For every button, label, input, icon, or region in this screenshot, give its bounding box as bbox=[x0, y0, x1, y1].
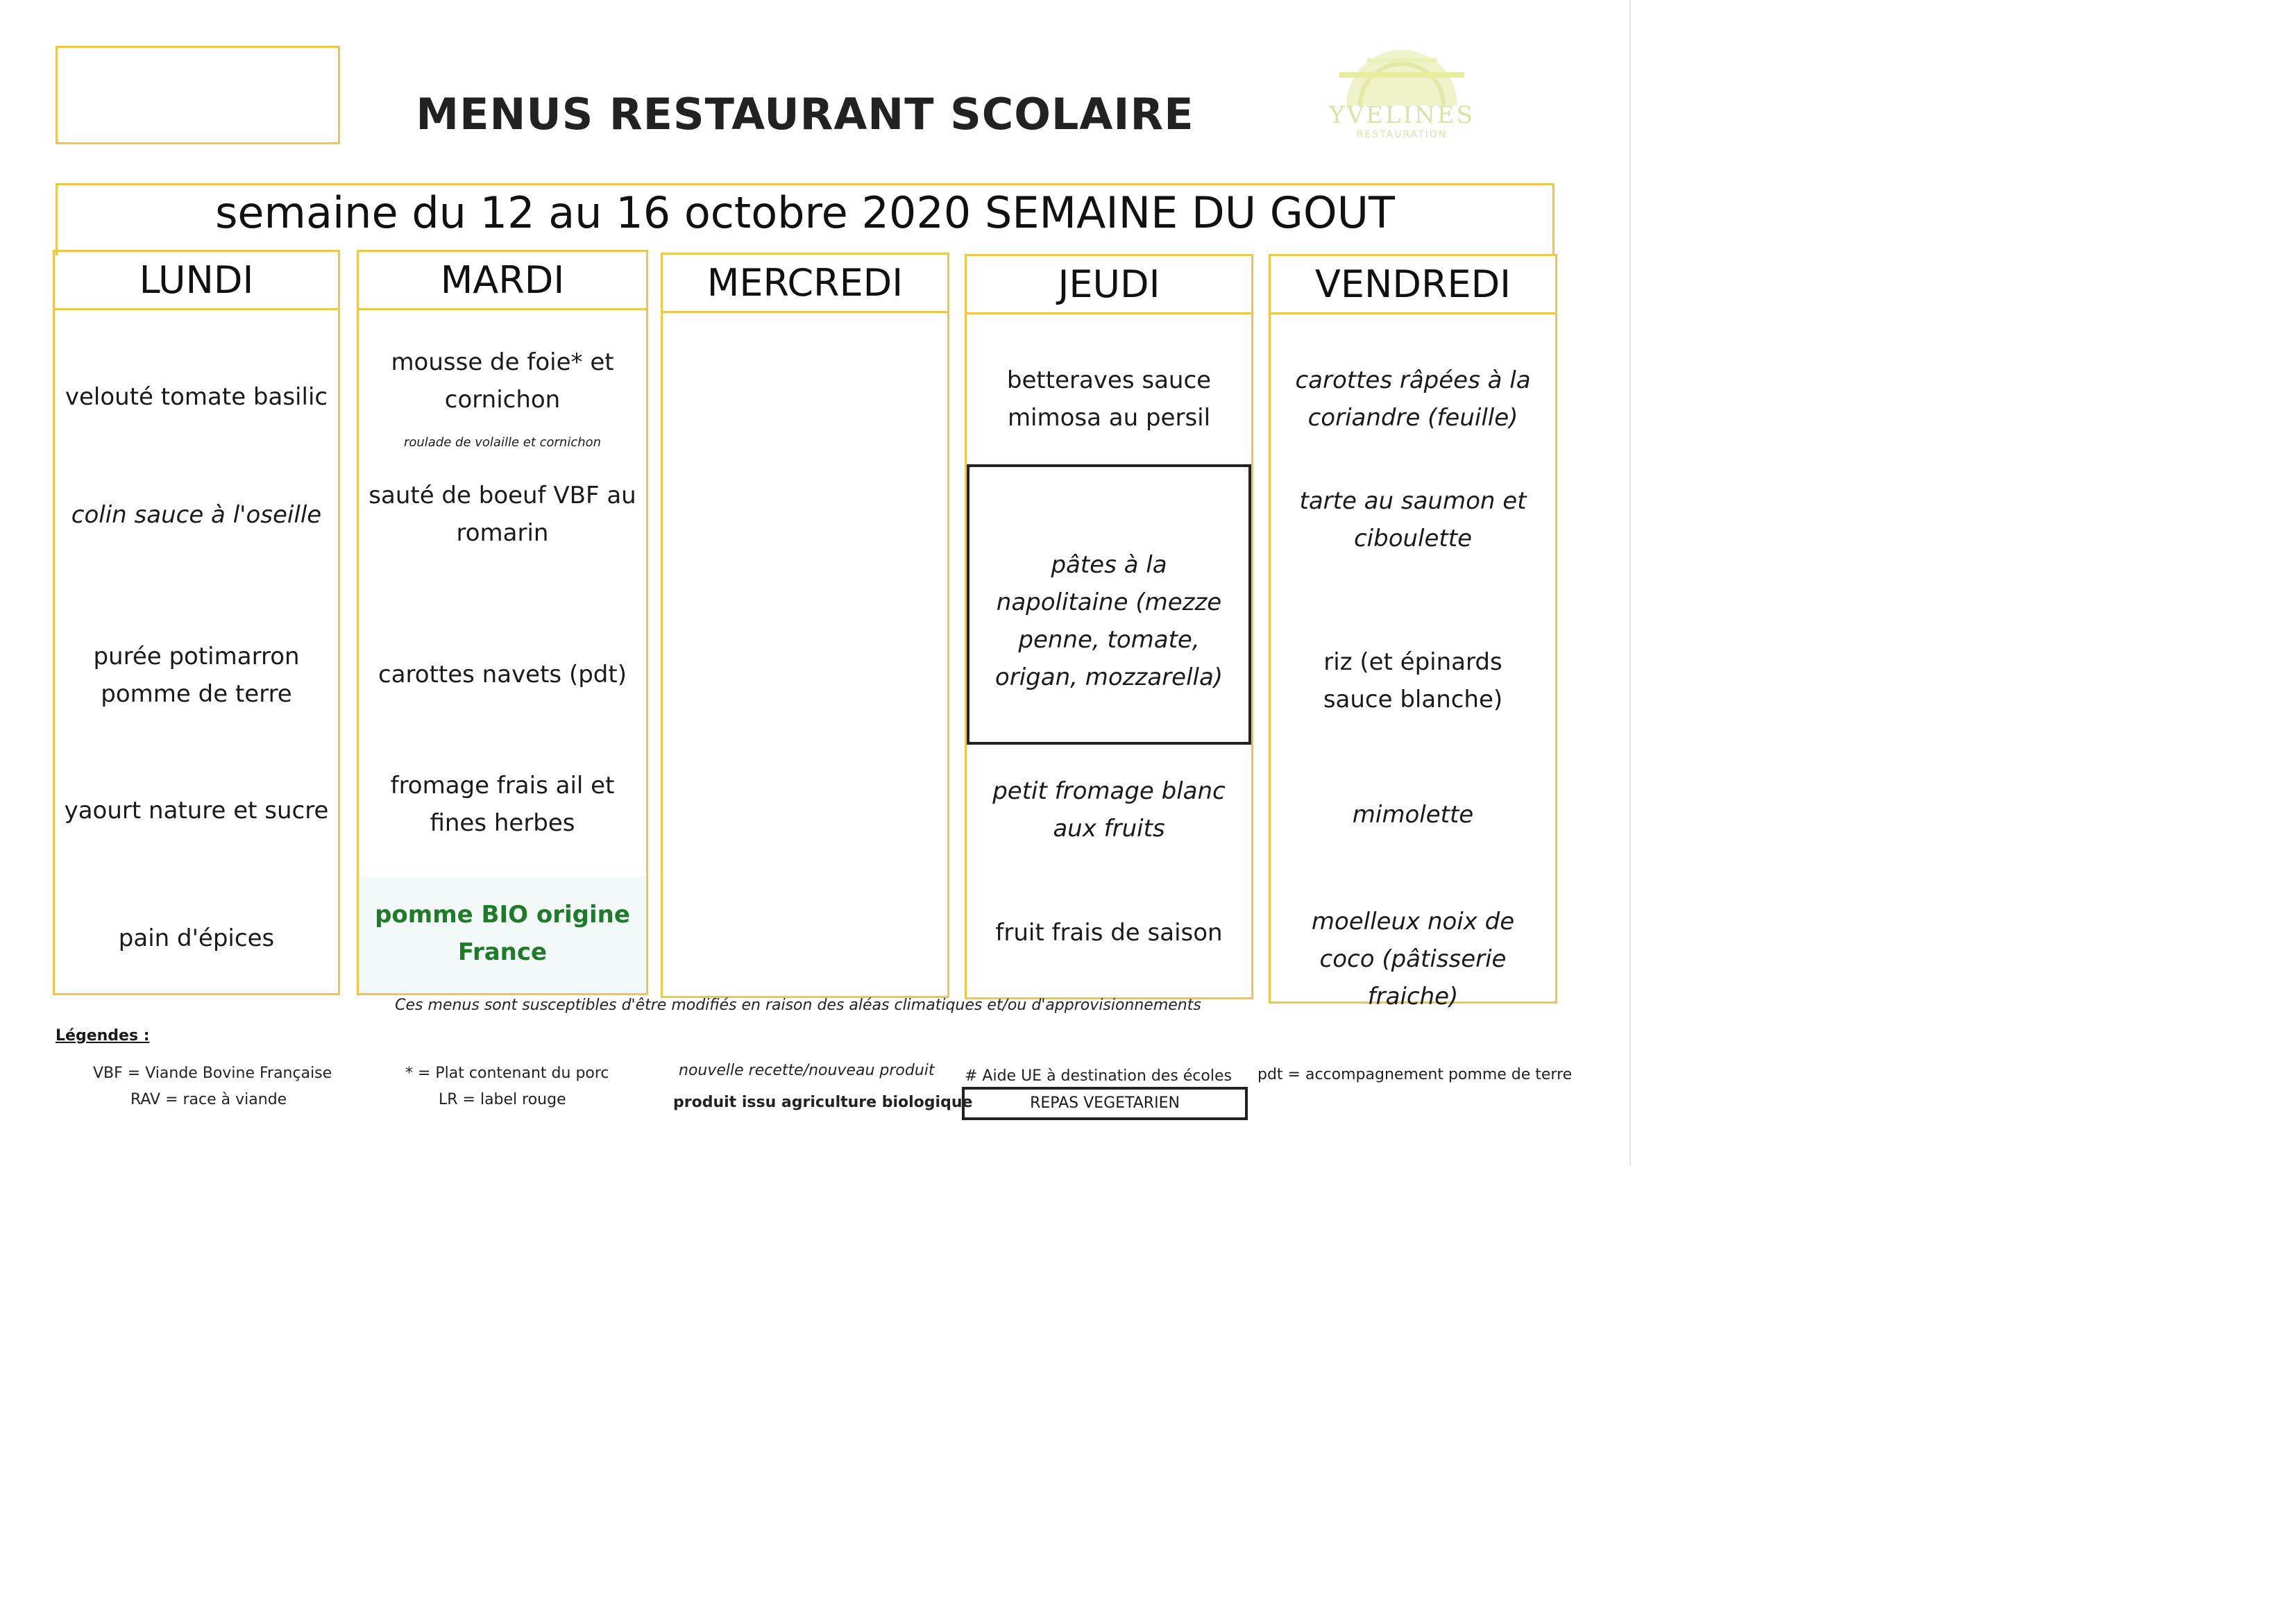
legend-porc: * = Plat contenant du porc bbox=[405, 1065, 609, 1082]
legend-rav: RAV = race à viande bbox=[130, 1091, 287, 1108]
sun-logo-icon bbox=[1319, 44, 1485, 107]
menu-item-alternative-note: roulade de volaille et cornichon bbox=[403, 435, 602, 450]
menu-item-side: purée potimarron pomme de terre bbox=[93, 643, 300, 708]
menu-item-dairy: fromage frais ail et fines herbes bbox=[390, 772, 615, 837]
day-header-vendredi: VENDREDI bbox=[1271, 256, 1555, 314]
legend-vegetarian: REPAS VEGETARIEN bbox=[962, 1087, 1248, 1120]
menu-item-dessert: fruit frais de saison bbox=[995, 919, 1223, 947]
legend-title: Légendes : bbox=[56, 1027, 150, 1044]
menu-item-dessert: moelleux noix de coco (pâtisserie fraiche) bbox=[1311, 908, 1515, 1010]
menu-item-side: carottes navets (pdt) bbox=[378, 661, 627, 688]
menu-item-dairy: petit fromage blanc aux fruits bbox=[992, 777, 1226, 843]
menu-item-dessert: pain d'épices bbox=[118, 924, 275, 952]
school-name-box bbox=[56, 46, 340, 144]
legend-label-rouge: LR = label rouge bbox=[439, 1091, 566, 1108]
day-header-jeudi: JEUDI bbox=[967, 256, 1251, 314]
legend-pdt: pdt = accompagnement pomme de terre bbox=[1257, 1066, 1573, 1083]
menu-item-main-vegetarian: pâtes à la napolitaine (mezze penne, tomate, origan, mozzarella) bbox=[994, 551, 1223, 691]
week-title: semaine du 12 au 16 octobre 2020 SEMAINE DU GOUT bbox=[215, 187, 1395, 238]
menu-item-dairy: mimolette bbox=[1352, 801, 1474, 829]
menu-item-starter: betteraves sauce mimosa au persil bbox=[1006, 366, 1212, 432]
page-edge-line bbox=[1629, 0, 1631, 1166]
day-header-mardi: MARDI bbox=[359, 252, 646, 310]
day-column-lundi bbox=[53, 250, 340, 995]
legend-new-recipe: nouvelle recette/nouveau produit bbox=[679, 1062, 935, 1079]
menu-item-main: sauté de boeuf VBF au romarin bbox=[369, 482, 636, 547]
day-header-lundi: LUNDI bbox=[55, 252, 338, 310]
menu-change-notice: Ces menus sont susceptibles d'être modifiés en raison des aléas climatiques et/ou d'approvisionnements bbox=[395, 997, 1201, 1014]
menu-item-main: colin sauce à l'oseille bbox=[71, 501, 322, 529]
menu-item-starter: carottes râpées à la coriandre (feuille) bbox=[1295, 366, 1531, 432]
day-column-mardi bbox=[357, 250, 648, 995]
day-header-mercredi: MERCREDI bbox=[663, 255, 947, 313]
legend-vbf: VBF = Viande Bovine Française bbox=[93, 1065, 332, 1082]
logo-text: YVELINES bbox=[1329, 101, 1475, 129]
logo-subtext: RESTAURATION bbox=[1356, 129, 1448, 140]
menu-item-side: riz (et épinards sauce blanche) bbox=[1323, 648, 1503, 713]
day-column-mercredi bbox=[661, 253, 949, 998]
legend-eu-aid: # Aide UE à destination des écoles bbox=[965, 1067, 1232, 1085]
menu-item-main: tarte au saumon et ciboulette bbox=[1299, 487, 1527, 552]
legend-organic: produit issu agriculture biologique bbox=[673, 1094, 973, 1111]
day-column-jeudi bbox=[965, 254, 1253, 999]
menu-item-starter: velouté tomate basilic bbox=[65, 383, 328, 411]
yvelines-logo bbox=[1319, 44, 1485, 149]
menu-item-starter: mousse de foie* et cornichon bbox=[391, 348, 614, 414]
page-title: MENUS RESTAURANT SCOLAIRE bbox=[416, 89, 1194, 139]
menu-item-dairy: yaourt nature et sucre bbox=[64, 797, 329, 824]
day-column-vendredi bbox=[1269, 254, 1557, 1010]
menu-item-dessert: pomme BIO origine France bbox=[375, 901, 630, 966]
